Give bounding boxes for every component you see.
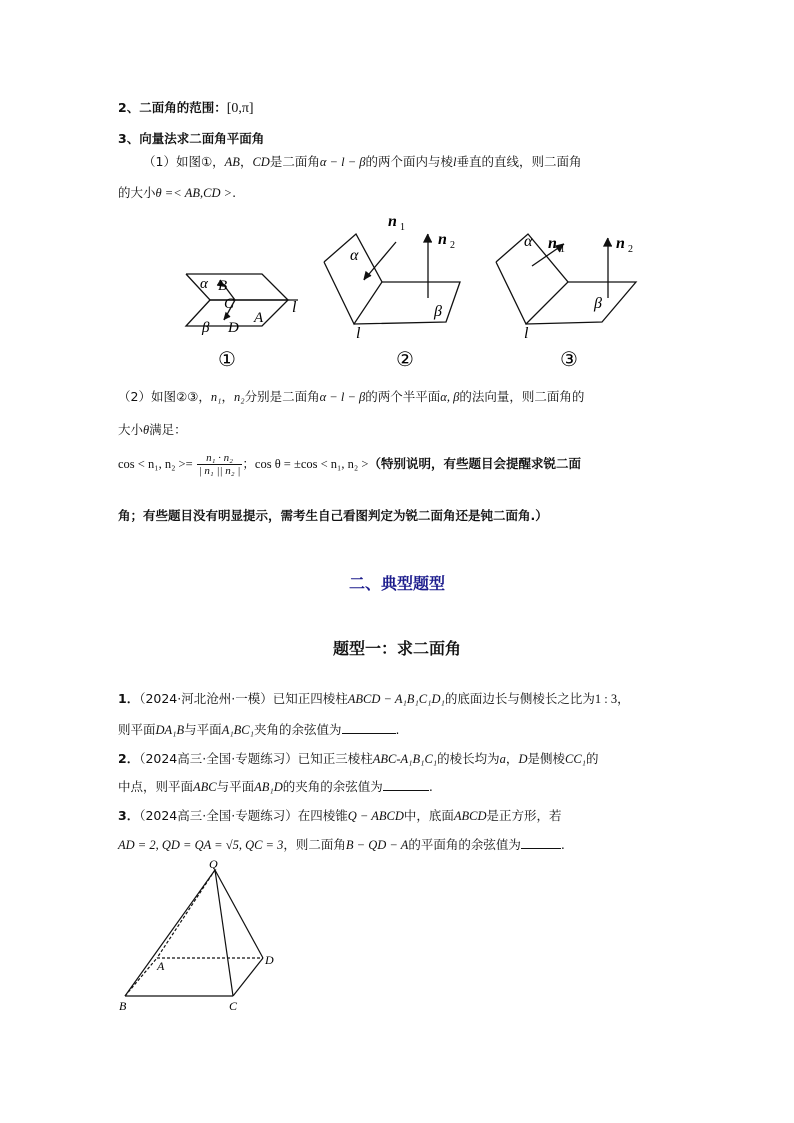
- fig2-n1-sub: 1: [400, 222, 405, 233]
- vertex-C: C: [229, 999, 238, 1013]
- formula-denominator: | n₁ || n₂ |: [198, 465, 241, 477]
- range-line: [118, 98, 254, 117]
- section-title: [0, 571, 794, 594]
- answer-blank-1[interactable]: [342, 720, 396, 734]
- fig2-n1: n: [388, 213, 397, 230]
- fig3-alpha: α: [524, 233, 533, 250]
- edge-QC: [215, 870, 233, 996]
- fig1-number: ①: [218, 349, 236, 368]
- formula-rhs: cos θ = ±cos < n₁, n₂ >: [254, 457, 369, 471]
- fig1-D: D: [228, 320, 239, 336]
- fig3-n1-sub: 1: [560, 244, 565, 255]
- edge-QD: [215, 870, 263, 958]
- method-heading: 3、向量法求二面角平面角: [118, 131, 265, 146]
- edge-QB: [125, 870, 215, 996]
- formula-note: （特别说明，有些题目会提醒求锐二面: [368, 456, 581, 471]
- answer-blank-3[interactable]: [521, 835, 561, 849]
- figure-1: [180, 268, 310, 368]
- formula-numerator: n₁ · n₂: [197, 452, 243, 465]
- fig3-arrow-n2: [604, 238, 612, 246]
- paragraph-2-cont: 大小θ满足：: [118, 422, 187, 437]
- fig3-n2-sub: 2: [628, 244, 633, 255]
- range-label: 2、二面角的范围：: [118, 100, 227, 115]
- range-value: [0,π]: [226, 101, 254, 116]
- question-3: 3．（2024高三·全国·专题练习）在四棱锥Q − ABCD中，底面ABCD是正方形，若: [118, 808, 562, 823]
- formula-lhs: cos < n₁, n₂ >=: [118, 457, 193, 471]
- fig1-alpha: α: [200, 276, 208, 292]
- question-2-cont: 中点，则平面ABC与平面AB₁D的夹角的余弦值为 .: [118, 779, 433, 794]
- fig1-arrow-d: [224, 313, 230, 320]
- fig3-l: l: [524, 325, 529, 342]
- fig3-beta-plane: [526, 282, 636, 324]
- edge-QA: [157, 870, 215, 958]
- section-title-text: 二、典型题型: [348, 574, 445, 593]
- fig2-n2: n: [438, 231, 447, 248]
- fig2-number: ②: [396, 349, 414, 370]
- fig3-n1: n: [548, 235, 557, 252]
- fig2-alpha: α: [350, 247, 359, 264]
- fig2-n2-sub: 2: [450, 240, 455, 251]
- figure-3: [490, 208, 650, 370]
- question-1: 1．（2024·河北沧州·一模）已知正四棱柱ABCD − A₁B₁C₁D₁的底面边长与侧棱长之比为1 : 3，: [118, 691, 630, 706]
- fig1-C: C: [224, 296, 235, 312]
- formula-fraction: [197, 452, 243, 477]
- theta-expression: θ =< AB,CD >: [155, 186, 233, 200]
- pyramid-figure: [115, 858, 295, 1020]
- figure-2: [318, 208, 468, 370]
- edge-CD: [233, 958, 263, 996]
- type1-title: 题型一：求二面角: [332, 639, 461, 658]
- paragraph-1-cont: 的大小θ =< AB,CD >.: [118, 185, 237, 200]
- fig3-n2: n: [616, 235, 625, 252]
- vertex-D: D: [265, 953, 274, 967]
- vertex-A: A: [157, 959, 165, 973]
- paragraph-1: （1）如图①，AB，CD是二面角α − l − β的两个面内与棱l垂直的直线，则二面角: [143, 154, 582, 169]
- paragraph-2: （2）如图②③，n₁，n₂分别是二面角α − l − β的两个半平面α, β的法向量，则二面角的: [118, 389, 585, 404]
- fig2-l: l: [356, 325, 361, 342]
- fig2-beta-plane: [354, 282, 460, 324]
- fig1-A: A: [254, 310, 264, 326]
- vertex-B: B: [119, 999, 127, 1013]
- fig1-l: l: [292, 299, 297, 316]
- fig1-beta: β: [202, 320, 210, 336]
- vertex-Q: Q: [209, 858, 218, 871]
- fig2-beta: β: [434, 303, 442, 320]
- question-3-cont: AD = 2, QD = QA = √5, QC = 3，则二面角B − QD − A的平面角的余弦值为 .: [118, 837, 565, 852]
- edge-AB: [125, 958, 157, 996]
- fig2-arrow-n2: [424, 234, 432, 242]
- question-2: 2．（2024高三·全国·专题练习）已知正三棱柱ABC-A₁B₁C₁的棱长均为a，D是侧棱CC₁的: [118, 751, 599, 766]
- formula-line: cos < n₁, n₂ >= $\frac{\text{n₁ · n₂}}{\text{| n₁ || n₂ |}}$ ；cos θ = ±cos < n₁, n₂ >（特别说明，有些题目会提醒求锐二面: [118, 452, 581, 477]
- fig3-beta: β: [594, 295, 602, 312]
- question-1-cont: 则平面DA₁B与平面A₁BC₁夹角的余弦值为 .: [118, 722, 400, 737]
- answer-blank-2[interactable]: [383, 777, 429, 791]
- formula-note-cont: 角；有些题目没有明显提示，需考生自己看图判定为锐二面角还是钝二面角.）: [118, 508, 548, 523]
- fig1-B: B: [218, 278, 228, 294]
- fig3-number: ③: [560, 349, 578, 370]
